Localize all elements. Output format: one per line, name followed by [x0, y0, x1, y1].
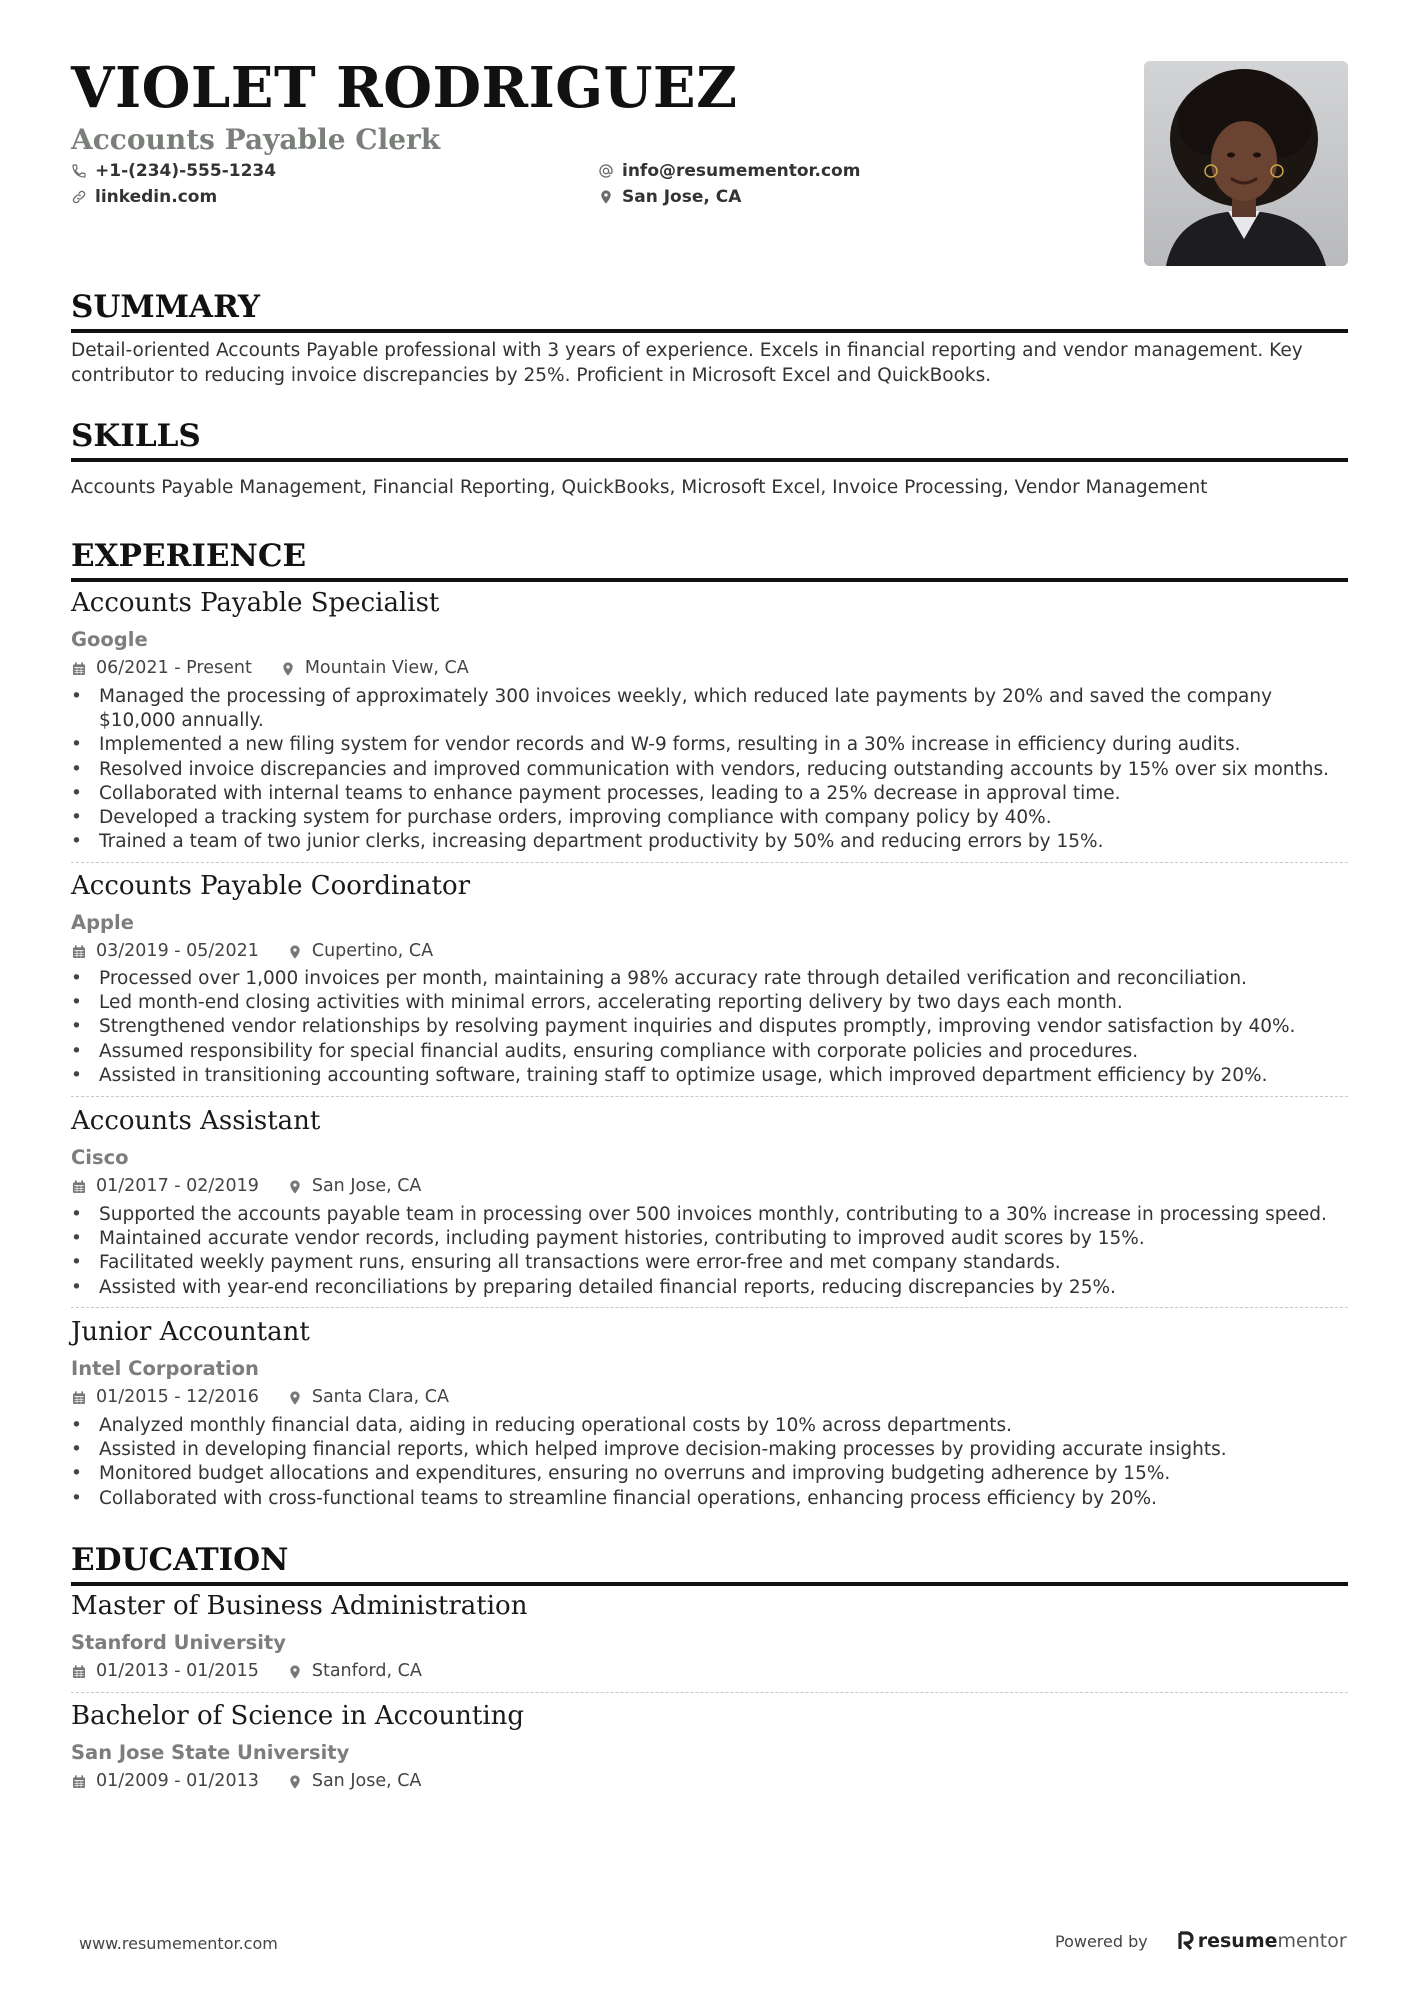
footer-website-link[interactable]: www.resumementor.com — [79, 1934, 278, 1953]
job-location: San Jose, CA — [311, 1176, 422, 1196]
list-item: • Implemented a new filing system for vendor records and W-9 forms, resulting in a 30% increase in efficiency during audits. — [71, 733, 1348, 757]
education-dates: 01/2009 - 01/2013 — [96, 1771, 259, 1791]
job-company: Google — [71, 628, 148, 651]
map-pin-icon — [287, 1774, 303, 1790]
footer-branding — [1055, 1930, 1347, 1952]
section-title-experience: EXPERIENCE — [71, 541, 1348, 582]
contact-phone — [71, 161, 276, 181]
job-bullets — [71, 1203, 1348, 1300]
degree-title: Master of Business Administration — [71, 1591, 528, 1621]
candidate-name: VIOLET RODRIGUEZ — [71, 55, 738, 121]
email-link[interactable]: info@resumementor.com — [622, 161, 861, 181]
divider — [71, 1096, 1348, 1097]
list-item: • Maintained accurate vendor records, including payment histories, contributing to improved audit scores by 15%. — [71, 1227, 1348, 1251]
job-company: Intel Corporation — [71, 1357, 259, 1380]
skills-text: Accounts Payable Management, Financial Reporting, QuickBooks, Microsoft Excel, Invoice Processing, Vendor Management — [71, 477, 1208, 498]
job-location: Mountain View, CA — [304, 658, 469, 678]
phone-icon — [71, 163, 87, 179]
job-title: Accounts Payable Coordinator — [71, 871, 471, 901]
map-pin-icon — [287, 1390, 303, 1406]
job-meta — [71, 1389, 449, 1407]
school-name: San Jose State University — [71, 1741, 350, 1764]
contact-linkedin[interactable] — [71, 187, 217, 207]
job-location: Cupertino, CA — [311, 941, 434, 961]
calendar-icon — [71, 1664, 87, 1680]
list-item: • Monitored budget allocations and expenditures, ensuring no overruns and improving budgeting adherence by 15%. — [71, 1462, 1348, 1486]
job-company: Cisco — [71, 1146, 129, 1169]
profile-photo — [1144, 61, 1348, 266]
list-item: • Developed a tracking system for purchase orders, improving compliance with company policy by 40%. — [71, 806, 1348, 830]
contact-location — [598, 187, 741, 207]
brand-logo[interactable] — [1178, 1930, 1347, 1952]
job-location: Santa Clara, CA — [311, 1387, 449, 1407]
brand-name-light: mentor — [1277, 1930, 1347, 1952]
list-item: • Trained a team of two junior clerks, increasing department productivity by 50% and reducing errors by 15%. — [71, 830, 1348, 854]
list-item: • Assisted with year-end reconciliations by preparing detailed financial reports, reducing discrepancies by 25%. — [71, 1276, 1348, 1300]
linkedin-link[interactable]: linkedin.com — [95, 187, 218, 207]
education-location: San Jose, CA — [311, 1771, 422, 1791]
summary-text: Detail-oriented Accounts Payable professional with 3 years of experience. Excels in financial reporting and vendor management. Key contributor to reducing invoice discrepancies by 25%. Proficient in Microsoft Excel and QuickBooks. — [71, 340, 1303, 386]
list-item: • Facilitated weekly payment runs, ensuring all transactions were error-free and met company standards. — [71, 1251, 1348, 1275]
list-item: • Assisted in transitioning accounting software, training staff to optimize usage, which improved department efficiency by 20%. — [71, 1064, 1348, 1088]
calendar-icon — [71, 1179, 87, 1195]
job-meta — [71, 943, 433, 961]
list-item: • Assisted in developing financial reports, which helped improve decision-making processes by providing accurate insights. — [71, 1438, 1348, 1462]
link-icon — [71, 189, 87, 205]
map-pin-icon — [287, 1179, 303, 1195]
list-item: • Collaborated with cross-functional teams to streamline financial operations, enhancing process efficiency by 20%. — [71, 1487, 1348, 1511]
job-bullets — [71, 1414, 1348, 1511]
list-item: • Led month-end closing activities with minimal errors, accelerating reporting delivery by two days each month. — [71, 991, 1348, 1015]
school-name: Stanford University — [71, 1631, 286, 1654]
list-item: • Strengthened vendor relationships by resolving payment inquiries and disputes promptly, improving vendor satisfaction by 40%. — [71, 1015, 1348, 1039]
phone-text: +1-(234)-555-1234 — [95, 161, 277, 181]
list-item: • Managed the processing of approximately 300 invoices weekly, which reduced late payments by 20% and saved the company $10,000 annually. — [71, 685, 1348, 733]
map-pin-icon — [280, 661, 296, 677]
list-item: • Resolved invoice discrepancies and improved communication with vendors, reducing outstanding accounts by 15% over six months. — [71, 758, 1348, 782]
divider — [71, 1692, 1348, 1693]
powered-by-label: Powered by — [1055, 1931, 1148, 1951]
list-item: • Analyzed monthly financial data, aiding in reducing operational costs by 10% across departments. — [71, 1414, 1348, 1438]
job-dates: 01/2017 - 02/2019 — [96, 1176, 259, 1196]
divider — [71, 1307, 1348, 1308]
location-text: San Jose, CA — [622, 187, 742, 207]
education-meta — [71, 1773, 421, 1791]
education-location: Stanford, CA — [311, 1661, 422, 1681]
job-meta — [71, 660, 469, 678]
degree-title: Bachelor of Science in Accounting — [71, 1701, 525, 1731]
contact-email[interactable] — [598, 161, 860, 181]
job-dates: 06/2021 - Present — [96, 658, 252, 678]
divider — [71, 862, 1348, 863]
education-dates: 01/2013 - 01/2015 — [96, 1661, 259, 1681]
brand-logo-icon — [1178, 1931, 1194, 1951]
section-title-education: EDUCATION — [71, 1545, 1348, 1586]
section-title-skills: SKILLS — [71, 421, 1348, 462]
job-title: Junior Accountant — [71, 1317, 310, 1347]
list-item: • Supported the accounts payable team in processing over 500 invoices monthly, contributing to a 30% increase in processing speed. — [71, 1203, 1348, 1227]
job-dates: 01/2015 - 12/2016 — [96, 1387, 259, 1407]
education-meta — [71, 1663, 422, 1681]
job-dates: 03/2019 - 05/2021 — [96, 941, 259, 961]
at-icon — [598, 163, 614, 179]
job-title: Accounts Payable Specialist — [71, 588, 440, 618]
list-item: • Processed over 1,000 invoices per month, maintaining a 98% accuracy rate through detailed verification and reconciliation. — [71, 967, 1348, 991]
job-company: Apple — [71, 911, 134, 934]
job-title: Accounts Assistant — [71, 1106, 321, 1136]
job-bullets — [71, 967, 1348, 1088]
calendar-icon — [71, 1774, 87, 1790]
section-title-summary: SUMMARY — [71, 292, 1348, 333]
list-item: • Collaborated with internal teams to enhance payment processes, leading to a 25% decrease in approval time. — [71, 782, 1348, 806]
calendar-icon — [71, 1390, 87, 1406]
calendar-icon — [71, 944, 87, 960]
candidate-role: Accounts Payable Clerk — [71, 123, 441, 156]
list-item: • Assumed responsibility for special financial audits, ensuring compliance with corporate policies and procedures. — [71, 1040, 1348, 1064]
map-pin-icon — [287, 944, 303, 960]
calendar-icon — [71, 661, 87, 677]
brand-name-bold: resume — [1197, 1930, 1278, 1952]
job-bullets — [71, 685, 1348, 854]
job-meta — [71, 1178, 421, 1196]
map-pin-icon — [598, 189, 614, 205]
map-pin-icon — [287, 1664, 303, 1680]
